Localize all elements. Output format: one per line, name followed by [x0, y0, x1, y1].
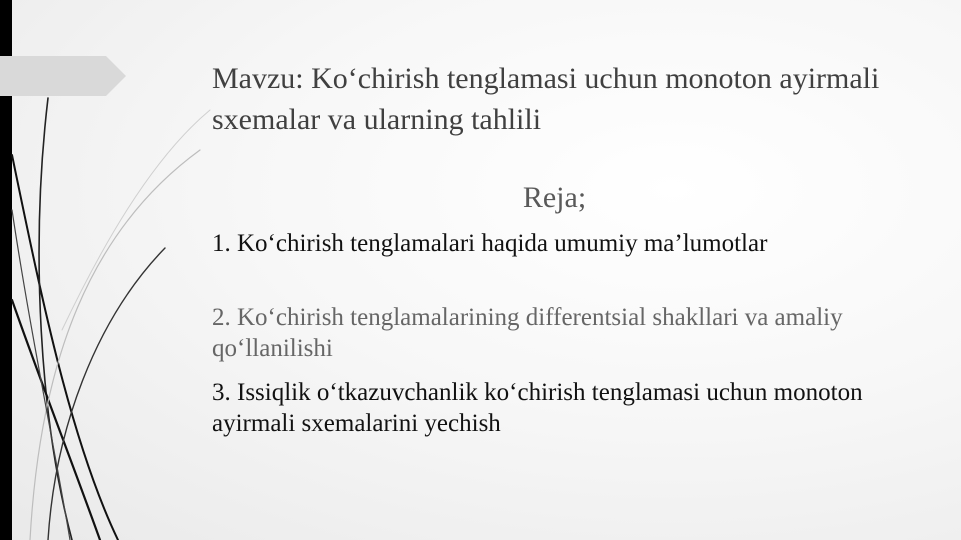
arrow-tab-shape — [0, 56, 126, 96]
plan-item-1: 1. Ko‘chirish tenglamalari haqida umumiy ma’lumotlar — [212, 230, 768, 257]
curve-7 — [12, 210, 70, 540]
curve-1 — [12, 155, 118, 540]
curve-2 — [39, 98, 72, 540]
plan-item-3: 3. Issiqlik o‘tkazuvchanlik ko‘chirish tenglamasi uchun monoton ayirmali sxemalarini yechish — [212, 379, 863, 437]
plan-item-2: 2. Ko‘chirish tenglamalarining differentsial shakllari va amaliy qo‘llanilishi — [212, 304, 843, 362]
curve-4 — [48, 248, 165, 540]
curve-6 — [62, 110, 210, 330]
curve-3 — [12, 300, 100, 540]
curve-5 — [30, 150, 200, 540]
plan-heading: Reja; — [522, 181, 587, 214]
slide-title: Mavzu: Ko‘chirish tenglamasi uchun monoton ayirmali sxemalar va ularning tahlili — [212, 62, 880, 136]
